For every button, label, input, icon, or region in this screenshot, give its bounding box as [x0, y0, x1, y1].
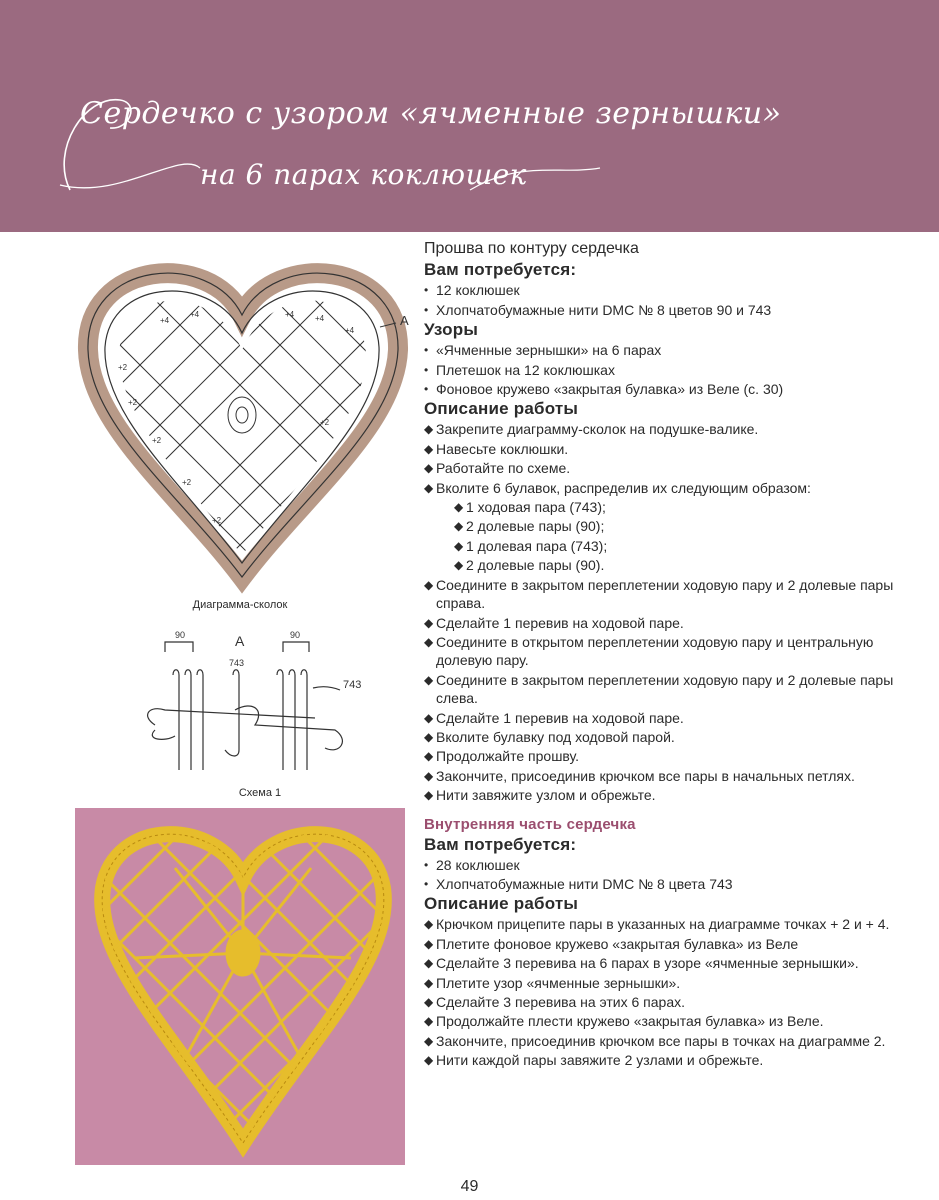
diamond-bullet: ◆	[424, 975, 434, 990]
step-item: ◆ Продолжайте прошву.	[424, 748, 580, 765]
diagram-number: +4	[160, 316, 170, 325]
round-bullet: •	[424, 362, 429, 377]
diamond-bullet: ◆	[424, 788, 434, 803]
diagram-caption: Диаграмма-сколок	[192, 599, 288, 611]
diagram-number: +2	[128, 398, 138, 407]
scheme-label-90-left: 90	[175, 630, 186, 640]
section-2-needs-list	[424, 856, 929, 894]
round-bullet: •	[424, 302, 429, 317]
step-item: ◆ Сделайте 3 перевива на 6 парах в узоре «ячменные зернышки».	[424, 955, 859, 972]
section-1-work-heading: Описание работы	[424, 399, 579, 419]
scheme-1-drawing	[135, 630, 385, 780]
step-item: ◆ Закрепите диаграмму-сколок на подушке-валике.	[424, 421, 759, 438]
section-2-needs-heading: Вам потребуется:	[424, 834, 577, 854]
section-2-steps-list	[424, 915, 929, 1069]
diamond-bullet: ◆	[424, 461, 434, 476]
step-item: ◆ Нити завяжите узлом и обрежьте.	[424, 787, 656, 804]
round-bullet: •	[424, 876, 429, 891]
diamond-bullet: ◆	[424, 729, 434, 744]
step-item: ◆ Крючком прицепите пары в указанных на диаграмме точках + 2 и + 4.	[424, 916, 890, 933]
diamond-bullet: ◆	[424, 577, 434, 592]
diagram-point-label: A	[400, 313, 409, 328]
step-item: ◆ Навесьте коклюшки.	[424, 440, 569, 457]
list-item: • 12 коклюшек	[424, 282, 520, 299]
diamond-bullet: ◆	[424, 917, 434, 932]
step-item: ◆ Соедините в закрытом переплетении ходовую пару и 2 долевые пары справа.	[424, 576, 894, 612]
diamond-bullet: ◆	[424, 480, 434, 495]
round-bullet: •	[424, 283, 429, 298]
diagram-number: +2	[182, 478, 192, 487]
step-item: ◆ Закончите, присоединив крючком все пары в начальных петлях.	[424, 767, 855, 784]
diamond-bullet: ◆	[424, 995, 434, 1009]
step-item: ◆ Работайте по схеме.	[424, 460, 571, 477]
list-item: • 28 коклюшек	[424, 856, 520, 873]
section-1-needs-heading: Вам потребуется:	[424, 260, 577, 280]
diamond-bullet: ◆	[424, 1053, 434, 1068]
diagram-number: +4	[345, 326, 355, 335]
page-number: 49	[460, 1178, 479, 1195]
round-bullet: •	[424, 382, 429, 397]
diamond-bullet: ◆	[424, 634, 434, 649]
diagram-number: +2	[212, 516, 222, 525]
section-1-patterns-heading: Узоры	[424, 320, 479, 340]
section-1-patterns-list	[424, 341, 929, 398]
step-item: ◆ Плетите узор «ячменные зернышки».	[424, 974, 681, 991]
step-item: ◆ Соедините в закрытом переплетении ходовую пару и 2 долевые пары слева.	[424, 671, 894, 707]
diamond-bullet: ◆	[424, 710, 434, 725]
diagram-number: +2	[152, 436, 162, 445]
diamond-bullet: ◆	[424, 936, 434, 951]
step-subitem: ◆ 2 долевые пары (90).	[454, 557, 605, 574]
instructions-column	[424, 240, 929, 1071]
diagram-number: +4	[285, 310, 295, 319]
step-item: ◆ Вколите булавку под ходовой парой.	[424, 728, 675, 745]
diamond-bullet: ◆	[424, 956, 434, 971]
step-subitem: ◆ 1 долевая пара (743);	[454, 537, 608, 554]
diamond-bullet: ◆	[424, 1033, 434, 1048]
diagram-number: +2	[320, 418, 330, 427]
diagram-number: +4	[190, 310, 200, 319]
diamond-bullet: ◆	[454, 538, 464, 553]
list-item: • Фоновое кружево «закрытая булавка» из Веле (с. 30)	[424, 381, 784, 398]
page-title-line-2: на 6 парах коклюшек	[200, 158, 527, 191]
step-item: ◆ Сделайте 1 перевив на ходовой паре.	[424, 614, 684, 631]
lace-heart-photo	[75, 808, 405, 1165]
diagram-number: +4	[315, 314, 325, 323]
scheme-caption: Схема 1	[238, 787, 282, 799]
diamond-bullet: ◆	[424, 1014, 434, 1029]
diamond-bullet: ◆	[424, 768, 434, 783]
step-item: ◆ Вколите 6 булавок, распределив их следующим образом:	[424, 479, 811, 496]
step-item: ◆ Продолжайте плести кружево «закрытая булавка» из Веле.	[424, 1013, 824, 1030]
list-item: • Хлопчатобумажные нити DMC № 8 цвета 743	[424, 875, 733, 892]
lace-heart-image	[75, 808, 405, 1165]
pricking-diagram	[70, 255, 420, 595]
diamond-bullet: ◆	[424, 615, 434, 630]
scheme-label-743-right: 743	[343, 679, 362, 691]
scheme-label-a: A	[235, 633, 245, 649]
step-subitem: ◆ 1 ходовая пара (743);	[454, 499, 606, 516]
list-item: • Плетешок на 12 коклюшках	[424, 361, 615, 378]
diamond-bullet: ◆	[424, 749, 434, 764]
step-item: ◆ Закончите, присоединив крючком все пары в точках на диаграмме 2.	[424, 1032, 886, 1049]
step-item: ◆ Сделайте 1 перевив на ходовой паре.	[424, 709, 684, 726]
diamond-bullet: ◆	[454, 558, 464, 573]
round-bullet: •	[424, 343, 429, 358]
step-subitem: ◆ 2 долевые пары (90);	[454, 518, 605, 535]
section-2-heading: Внутренняя часть сердечка	[424, 815, 636, 833]
scheme-label-743-top: 743	[229, 658, 245, 668]
section-2-work-heading: Описание работы	[424, 894, 579, 914]
title-banner	[0, 0, 939, 232]
scheme-label-90-right: 90	[290, 630, 301, 640]
page-title-line-1: Сердечко с узором «ячменные зернышки»	[80, 96, 782, 131]
step-item: ◆ Сделайте 3 перевива на этих 6 парах.	[424, 994, 686, 1010]
diagram-number: +2	[118, 363, 128, 372]
step-item: ◆ Плетите фоновое кружево «закрытая булавка» из Веле	[424, 935, 799, 952]
round-bullet: •	[424, 857, 429, 872]
list-item: • Хлопчатобумажные нити DMC № 8 цветов 90 и 743	[424, 301, 772, 318]
section-1-heading: Прошва по контуру сердечка	[424, 240, 639, 257]
step-item: ◆ Соедините в открытом переплетении ходовую пару и центральную долевую пару.	[424, 633, 874, 669]
diamond-bullet: ◆	[454, 500, 464, 515]
list-item: • «Ячменные зернышки» на 6 парах	[424, 342, 662, 359]
diamond-bullet: ◆	[424, 422, 434, 437]
step-item: ◆ Нити каждой пары завяжите 2 узлами и обрежьте.	[424, 1052, 764, 1069]
section-1-needs-list	[424, 281, 929, 319]
diamond-bullet: ◆	[454, 519, 464, 534]
diamond-bullet: ◆	[424, 672, 434, 687]
diamond-bullet: ◆	[424, 441, 434, 456]
section-1-steps-list	[424, 420, 929, 804]
